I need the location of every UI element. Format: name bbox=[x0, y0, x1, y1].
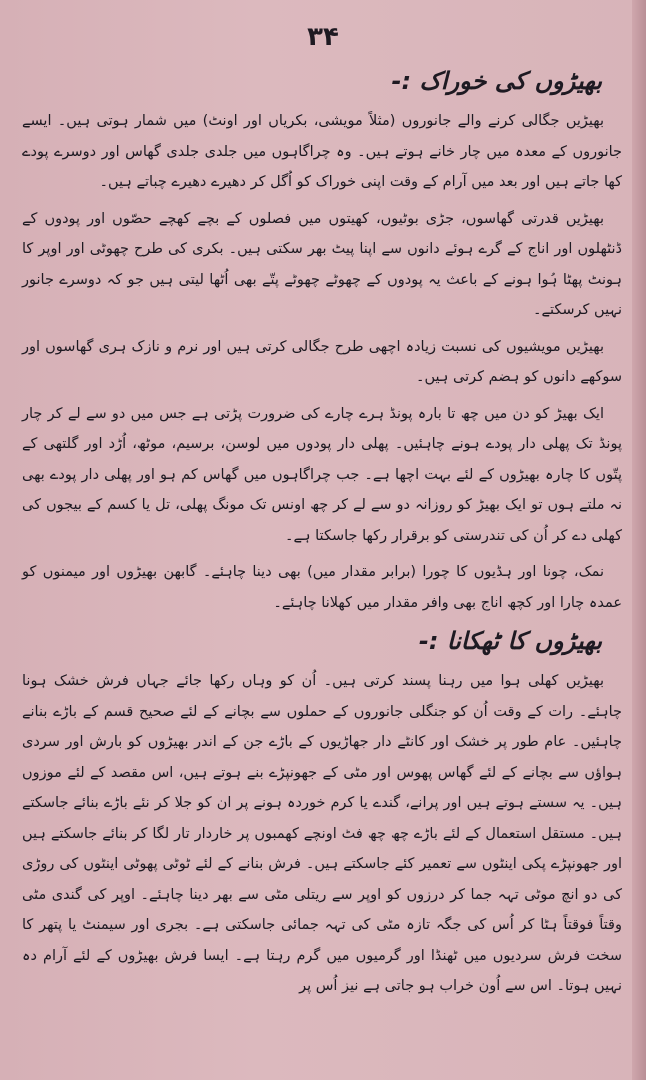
page-number: ۳۴ bbox=[307, 22, 339, 52]
paragraph: نمک، چونا اور ہڈیوں کا چورا (برابر مقدار میں) بھی دینا چاہئے۔ گابھن بھیڑوں اور میمنوں کو عمدہ چارا اور کچھ اناج بھی وافر مقدار میں کھلانا چاہئے۔ bbox=[22, 564, 622, 611]
paragraph: بھیڑیں قدرتی گھاسوں، جڑی بوٹیوں، کھیتوں میں فصلوں کے بچے کھچے حصّوں اور پودوں کے ڈنٹھلوں اور اناج کے گرے ہوئے دانوں سے اپنا پیٹ بھر سکتی ہیں۔ بکری کی طرح چھوٹی اور اوپر کا ہونٹ پھٹا ہُوا ہونے کے باعث یہ پودوں کے چھوٹے چھوٹے پتّے بھی اُٹھا لیتی ہیں جو کہ دوسرے جانور نہیں کرسکتے۔ bbox=[22, 210, 622, 318]
page-edge bbox=[632, 0, 646, 1080]
paragraph: بھیڑیں مویشیوں کی نسبت زیادہ اچھی طرح جگالی کرتی ہیں اور نرم و نازک ہری گھاسوں اور سوکھے دانوں کو ہضم کرتی ہیں۔ bbox=[22, 338, 622, 385]
paragraph: بھیڑیں جگالی کرنے والے جانوروں (مثلاً مویشی، بکریاں اور اونٹ) میں شمار ہوتی ہیں۔ ایسے جانوروں کے معدہ میں چار خانے ہوتے ہیں۔ وہ چراگاہوں میں جلدی جلدی گھاس اور دوسرے پودے کھا جاتے ہیں اور بعد میں آرام کے وقت اپنی خوراک کو اُگل کر دھیرے دھیرے چباتے ہیں۔ bbox=[22, 113, 622, 190]
section-heading-food: بھیڑوں کی خوراک :- bbox=[391, 67, 602, 95]
section-heading-shelter: بھیڑوں کا ٹھکانا :- bbox=[418, 627, 602, 655]
paragraph: بھیڑیں کھلی ہوا میں رہنا پسند کرتی ہیں۔ اُن کو وہاں رکھا جائے جہاں فرش خشک ہونا چاہئے۔ رات کے وقت اُن کو جنگلی جانوروں کے حملوں سے بچانے کے لئے صحیح قسم کے باڑے بنانے چاہئیں۔ عام طور پر خشک اور کانٹے دار جھاڑیوں کے باڑے جن کے اندر بھیڑوں کو بارش اور سردی ہواؤں سے بچانے کے لئے گھاس پھوس اور مٹی کے جھونپڑے بنے ہوتے ہیں، اس مقصد کے لئے موزوں ہیں۔ یہ سستے ہوتے ہیں اور پرانے، گندے یا کرم خوردہ ہونے پر ان کو جلا کر نئے باڑے بنائے جاسکتے ہیں۔ مستقل استعمال کے لئے باڑے چھ چھ فٹ اونچے کھمبوں پر خاردار تار لگا کر بنائے جاسکتے ہیں اور جھونپڑے پکی اینٹوں سے تعمیر کئے جاسکتے ہیں۔ فرش بنانے کے لئے ٹوٹی پھوٹی اینٹوں کی روڑی کی دو انچ موٹی تہہ جما کر درزوں کو اوپر سے ریتلی مٹی سے بھر دینا چاہئے۔ اوپر کی گندی مٹی وقتاً فوقتاً ہٹا کر اُس کی جگہ تازہ مٹی کی تہہ جمائی جاسکتی ہے۔ بجری اور سیمنٹ یا پتھر کا سخت فرش سردیوں میں ٹھنڈا اور گرمیوں میں گرم رہتا ہے۔ ایسا فرش بھیڑوں کے لئے آرام دہ نہیں ہوتا۔ اس سے اُون خراب ہو جاتی ہے نیز اُس پر bbox=[22, 673, 622, 994]
page-text bbox=[22, 60, 622, 1008]
paragraph: ایک بھیڑ کو دن میں چھ تا بارہ پونڈ ہرے چارے کی ضرورت پڑتی ہے جس میں دو سے لے کر چار پونڈ تک پھلی دار پودے ہونے چاہئیں۔ پھلی دار پودوں میں لوسن، برسیم، موٹھ، اُڑد اور گلتھی کے پتّوں کا چارہ بھیڑوں کے لئے بہت اچھا ہے۔ جب چراگاہوں میں گھاس کم ہو اور پھلی دار پودے بھی نہ ملتے ہوں تو ایک بھیڑ کو روزانہ دو سے لے کر چھ اونس تک مونگ پھلی، تل یا کسم کے بیجوں کی کھلی دے کر اُن کی تندرستی کو برقرار رکھا جاسکتا ہے۔ bbox=[22, 405, 622, 544]
